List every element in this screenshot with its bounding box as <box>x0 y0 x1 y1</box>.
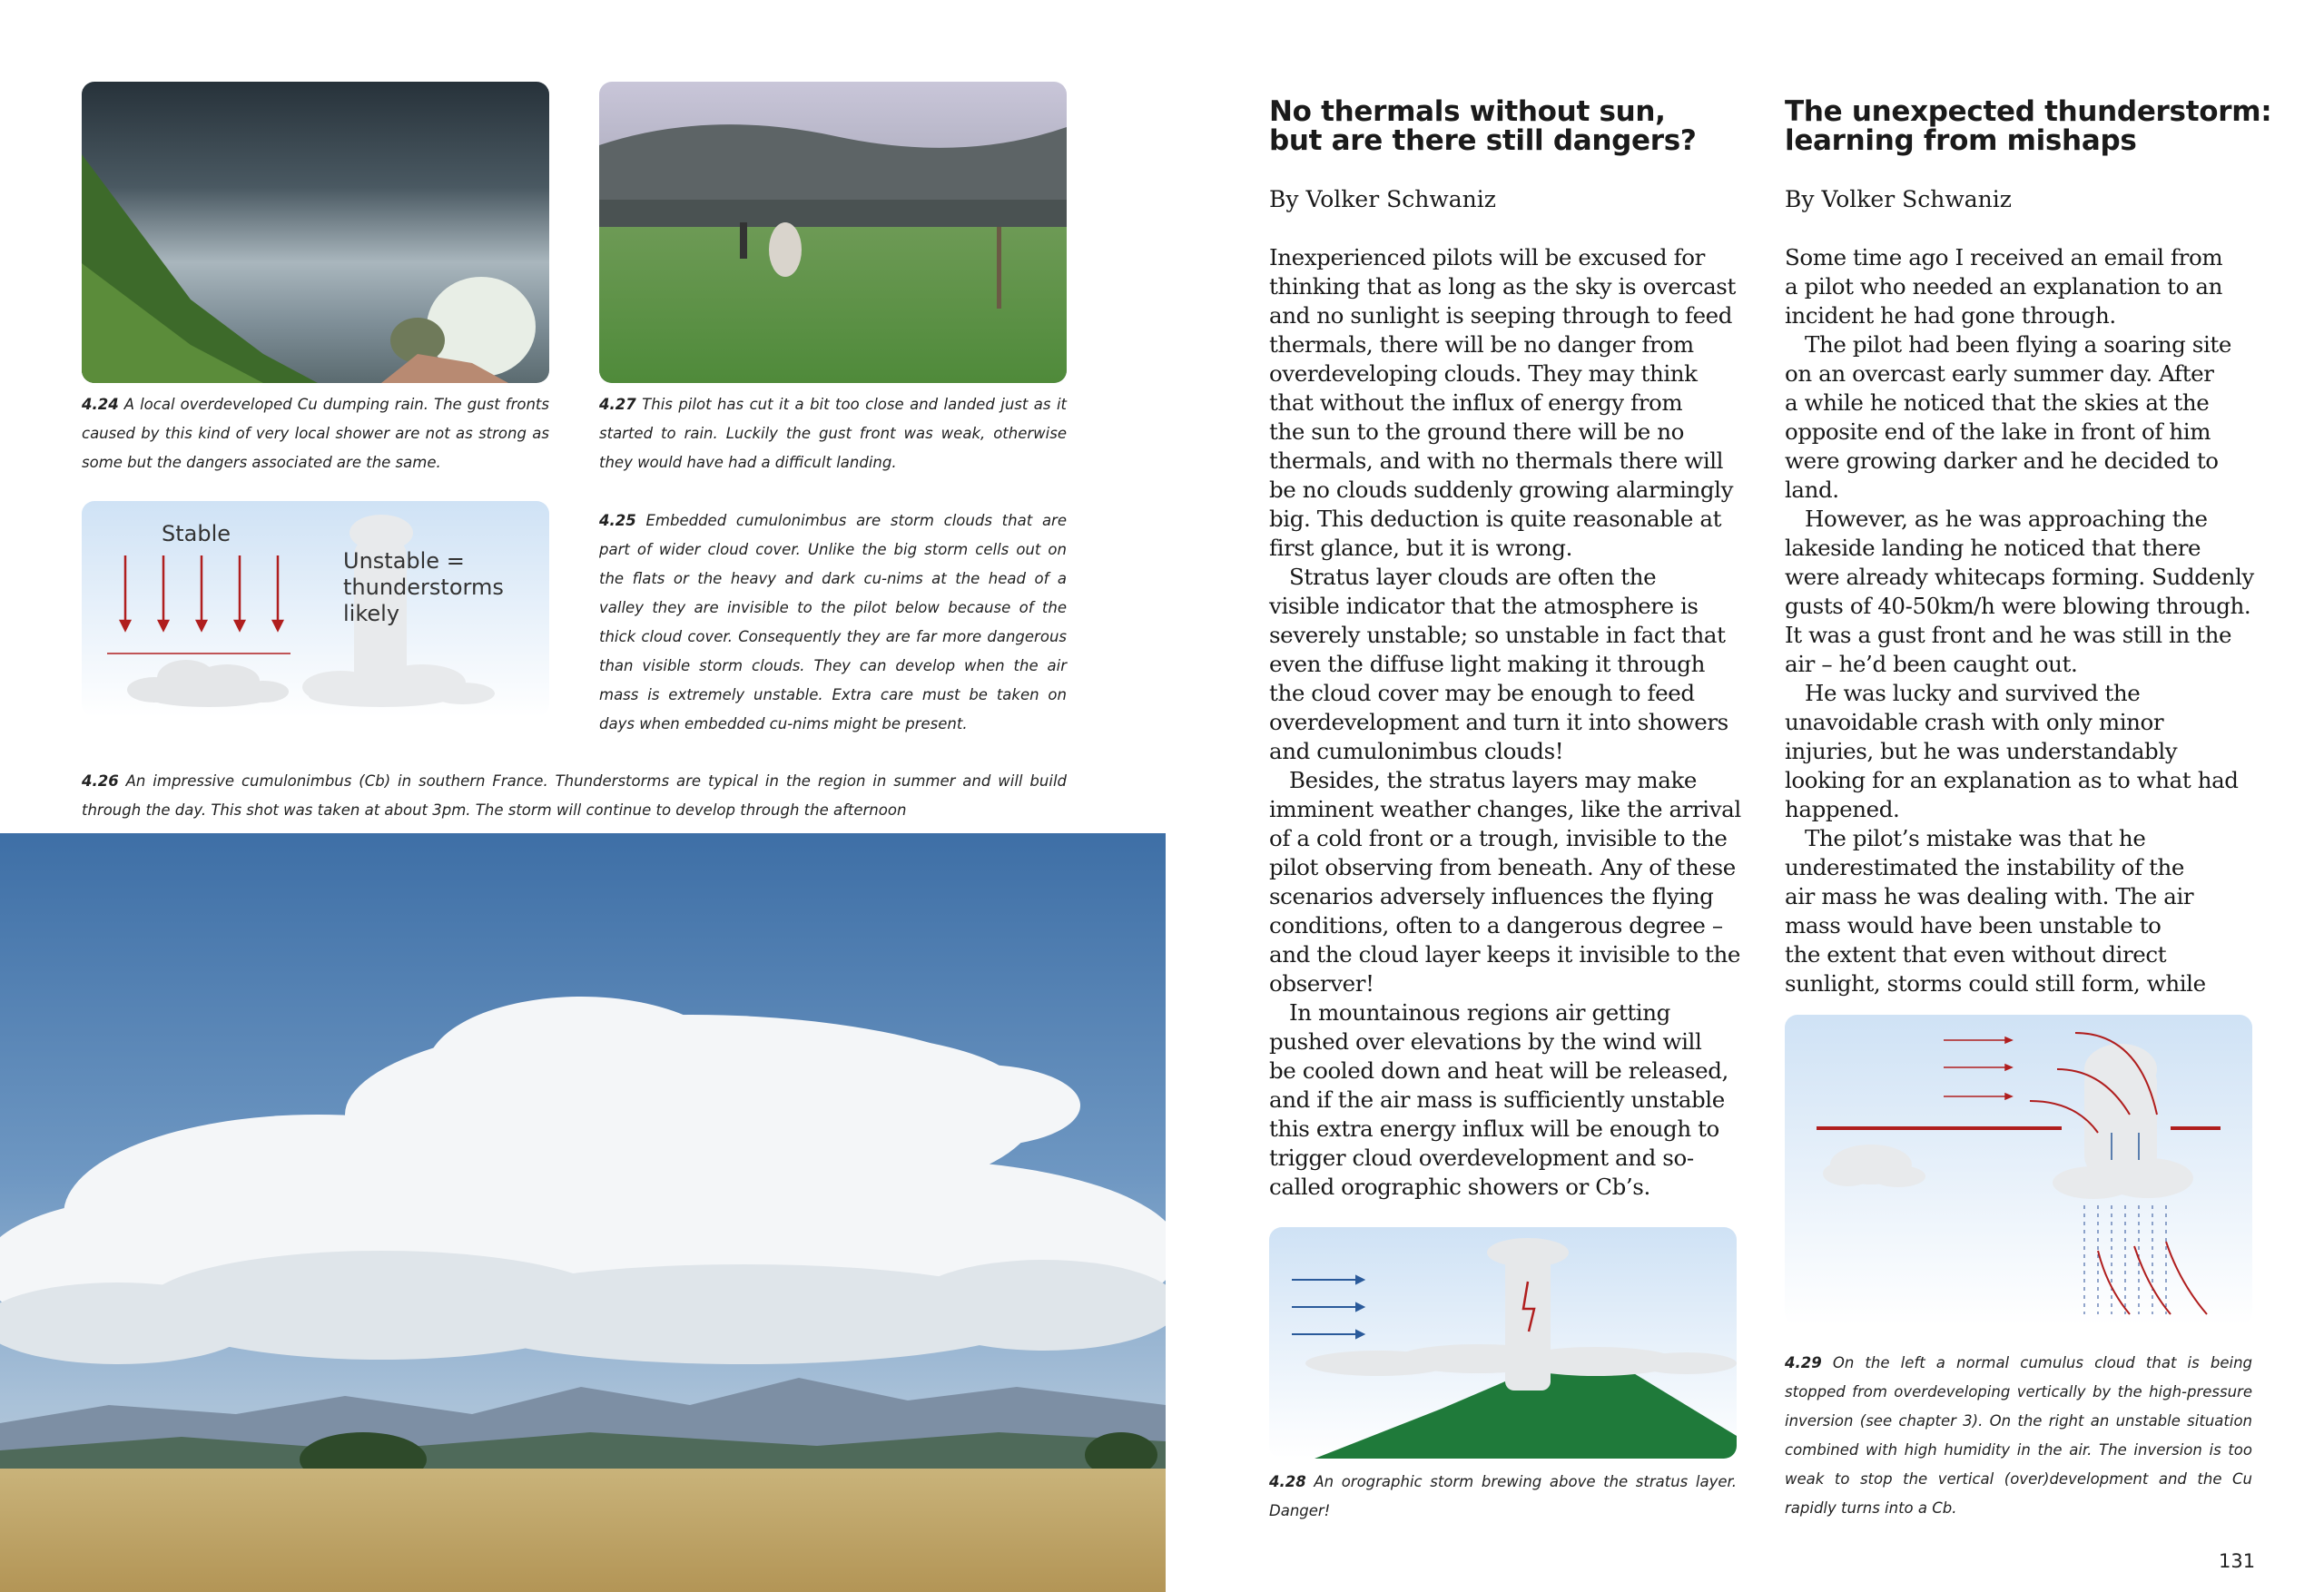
caption-text: Embedded cumulonimbus are storm clouds that are part of wider cloud cover. Unlike the big storm cells out on the flats or the heavy and dark cu-nims at the head of a valley they are invisible to the pilot below because of the thick cloud cover. Consequently they are far more dangerous than visible storm clouds. They can develop when the air mass is extremely unstable. Extra care must be taken on days when embedded cu-nims might be present. <box>599 512 1067 732</box>
article2-line: However, as he was approaching the <box>1805 506 2208 532</box>
article2-line: Some time ago I received an email from <box>1785 244 2223 270</box>
article2-line: The pilot’s mistake was that he <box>1805 825 2146 851</box>
article2-line: gusts of 40-50km/h were blowing through. <box>1785 593 2251 619</box>
article1-line: visible indicator that the atmosphere is <box>1269 593 1699 619</box>
article1-line: thermals, there will be no danger from <box>1269 331 1694 358</box>
article2-line: sunlight, storms could still form, while <box>1785 970 2206 997</box>
article2-line: mass would have been unstable to <box>1785 912 2162 938</box>
article2-line: injuries, but he was understandably <box>1785 738 2178 764</box>
article2-body <box>1785 243 2254 998</box>
caption-4-28 <box>1269 1468 1737 1526</box>
article2-line: lakeside landing he noticed that there <box>1785 535 2201 561</box>
article1-line: and if the air mass is sufficiently unstable <box>1269 1086 1725 1113</box>
article1-line: imminent weather changes, like the arrival <box>1269 796 1741 822</box>
article2-byline: By Volker Schwaniz <box>1785 186 2012 212</box>
page-number: 131 <box>2219 1550 2256 1572</box>
diagram-4-28-orographic-storm <box>1269 1227 1737 1459</box>
article1-line: severely unstable; so unstable in fact that <box>1269 622 1726 648</box>
article1-line: Besides, the stratus layers may make <box>1289 767 1697 793</box>
article2-title-line1: The unexpected thunderstorm: <box>1785 95 2272 128</box>
article1-title-line2: but are there still dangers? <box>1269 124 1697 157</box>
article1-line: called orographic showers or Cb’s. <box>1269 1174 1650 1200</box>
article1-line: In mountainous regions air getting <box>1289 999 1670 1026</box>
caption-4-25 <box>599 506 1067 739</box>
article1-line: big. This deduction is quite reasonable at <box>1269 506 1722 532</box>
article1-line: overdeveloping clouds. They may think <box>1269 360 1698 387</box>
article1-line: Stratus layer clouds are often the <box>1289 564 1657 590</box>
diagram-4-29-inversion-cb <box>1785 1015 2252 1325</box>
caption-number: 4.28 <box>1269 1473 1306 1490</box>
photo-4-26-cumulonimbus <box>0 833 1166 1592</box>
caption-4-29 <box>1785 1349 2252 1523</box>
caption-number: 4.24 <box>82 396 119 413</box>
article1-line: the cloud cover may be enough to feed <box>1269 680 1695 706</box>
article2-line: The pilot had been flying a soaring site <box>1805 331 2231 358</box>
article2-line: It was a gust front and he was still in the <box>1785 622 2232 648</box>
article2-line: incident he had gone through. <box>1785 302 2116 329</box>
article1-line: be no clouds suddenly growing alarmingly <box>1269 477 1734 503</box>
article2-line: looking for an explanation as to what had <box>1785 767 2239 793</box>
photo-4-27-pilot-landing <box>599 82 1067 383</box>
article1-line: pushed over elevations by the wind will <box>1269 1028 1702 1055</box>
diagram-4-25-stable-unstable <box>82 501 549 717</box>
article1-line: of a cold front or a trough, invisible to the <box>1269 825 1728 851</box>
caption-4-27 <box>599 390 1067 477</box>
article1-line: trigger cloud overdevelopment and so- <box>1269 1145 1694 1171</box>
caption-number: 4.29 <box>1785 1354 1822 1371</box>
article2-title-line2: learning from mishaps <box>1785 124 2137 157</box>
caption-text: An impressive cumulonimbus (Cb) in southern France. Thunderstorms are typical in the region in summer and will build through the day. This shot was taken at about 3pm. The storm will continue to develop through the afternoon <box>82 772 1067 819</box>
article1-line: that without the influx of energy from <box>1269 389 1683 416</box>
caption-text: This pilot has cut it a bit too close and landed just as it started to rain. Luckily the gust front was weak, otherwise they would have had a difficult landing. <box>599 396 1067 471</box>
article1-line: this extra energy influx will be enough to <box>1269 1115 1719 1142</box>
photo-4-24-overdeveloped-cu <box>82 82 549 383</box>
article2-line: air mass he was dealing with. The air <box>1785 883 2194 909</box>
article2-line: a while he noticed that the skies at the <box>1785 389 2210 416</box>
diagram-label-stable: Stable <box>162 521 231 546</box>
article1-line: thinking that as long as the sky is overcast <box>1269 273 1736 300</box>
article2-line: unavoidable crash with only minor <box>1785 709 2164 735</box>
caption-number: 4.25 <box>599 512 636 529</box>
article1-body <box>1269 243 1741 1202</box>
article1-line: and the cloud layer keeps it invisible to the <box>1269 941 1740 968</box>
caption-text: A local overdeveloped Cu dumping rain. The gust fronts caused by this kind of very local shower are not as strong as some but the dangers associated are the same. <box>82 396 549 471</box>
article1-line: and cumulonimbus clouds! <box>1269 738 1564 764</box>
article1-line: scenarios adversely influences the flying <box>1269 883 1714 909</box>
article1-line: conditions, often to a dangerous degree – <box>1269 912 1723 938</box>
article1-line: be cooled down and heat will be released, <box>1269 1057 1728 1084</box>
article2-line: were growing darker and he decided to <box>1785 447 2219 474</box>
article1-title <box>1269 97 1697 155</box>
article1-line: and no sunlight is seeping through to feed <box>1269 302 1733 329</box>
caption-text: On the left a normal cumulus cloud that is being stopped from overdeveloping vertically by the high-pressure inversion (see chapter 3). On the right an unstable situation combined with high humidity in the air. The inversion is too weak to stop the vertical (over)development and the Cu rapidly turns into a Cb. <box>1785 1354 2252 1517</box>
article2-line: the extent that even without direct <box>1785 941 2167 968</box>
article2-title <box>1785 97 2271 155</box>
article1-line: the sun to the ground there will be no <box>1269 418 1684 445</box>
article2-line: land. <box>1785 477 1839 503</box>
article2-line: opposite end of the lake in front of him <box>1785 418 2211 445</box>
article1-line: overdevelopment and turn it into showers <box>1269 709 1728 735</box>
article1-line: Inexperienced pilots will be excused for <box>1269 244 1705 270</box>
article2-line: He was lucky and survived the <box>1805 680 2141 706</box>
article1-line: observer! <box>1269 970 1374 997</box>
article1-line: first glance, but it is wrong. <box>1269 535 1572 561</box>
caption-4-26 <box>82 767 1067 825</box>
article2-line: were already whitecaps forming. Suddenly <box>1785 564 2254 590</box>
article2-line: on an overcast early summer day. After <box>1785 360 2214 387</box>
article1-line: even the diffuse light making it through <box>1269 651 1705 677</box>
article1-line: pilot observing from beneath. Any of these <box>1269 854 1736 880</box>
caption-4-24 <box>82 390 549 477</box>
article1-line: thermals, and with no thermals there will <box>1269 447 1724 474</box>
article2-line: a pilot who needed an explanation to an <box>1785 273 2223 300</box>
caption-number: 4.27 <box>599 396 636 413</box>
article2-line: underestimated the instability of the <box>1785 854 2185 880</box>
article2-line: happened. <box>1785 796 1900 822</box>
article1-byline: By Volker Schwaniz <box>1269 186 1496 212</box>
article1-title-line1: No thermals without sun, <box>1269 95 1666 128</box>
article2-line: air – he’d been caught out. <box>1785 651 2078 677</box>
caption-number: 4.26 <box>82 772 119 790</box>
diagram-label-unstable: Unstable = thunderstorms likely <box>343 548 504 626</box>
caption-text: An orographic storm brewing above the stratus layer. Danger! <box>1269 1473 1738 1519</box>
